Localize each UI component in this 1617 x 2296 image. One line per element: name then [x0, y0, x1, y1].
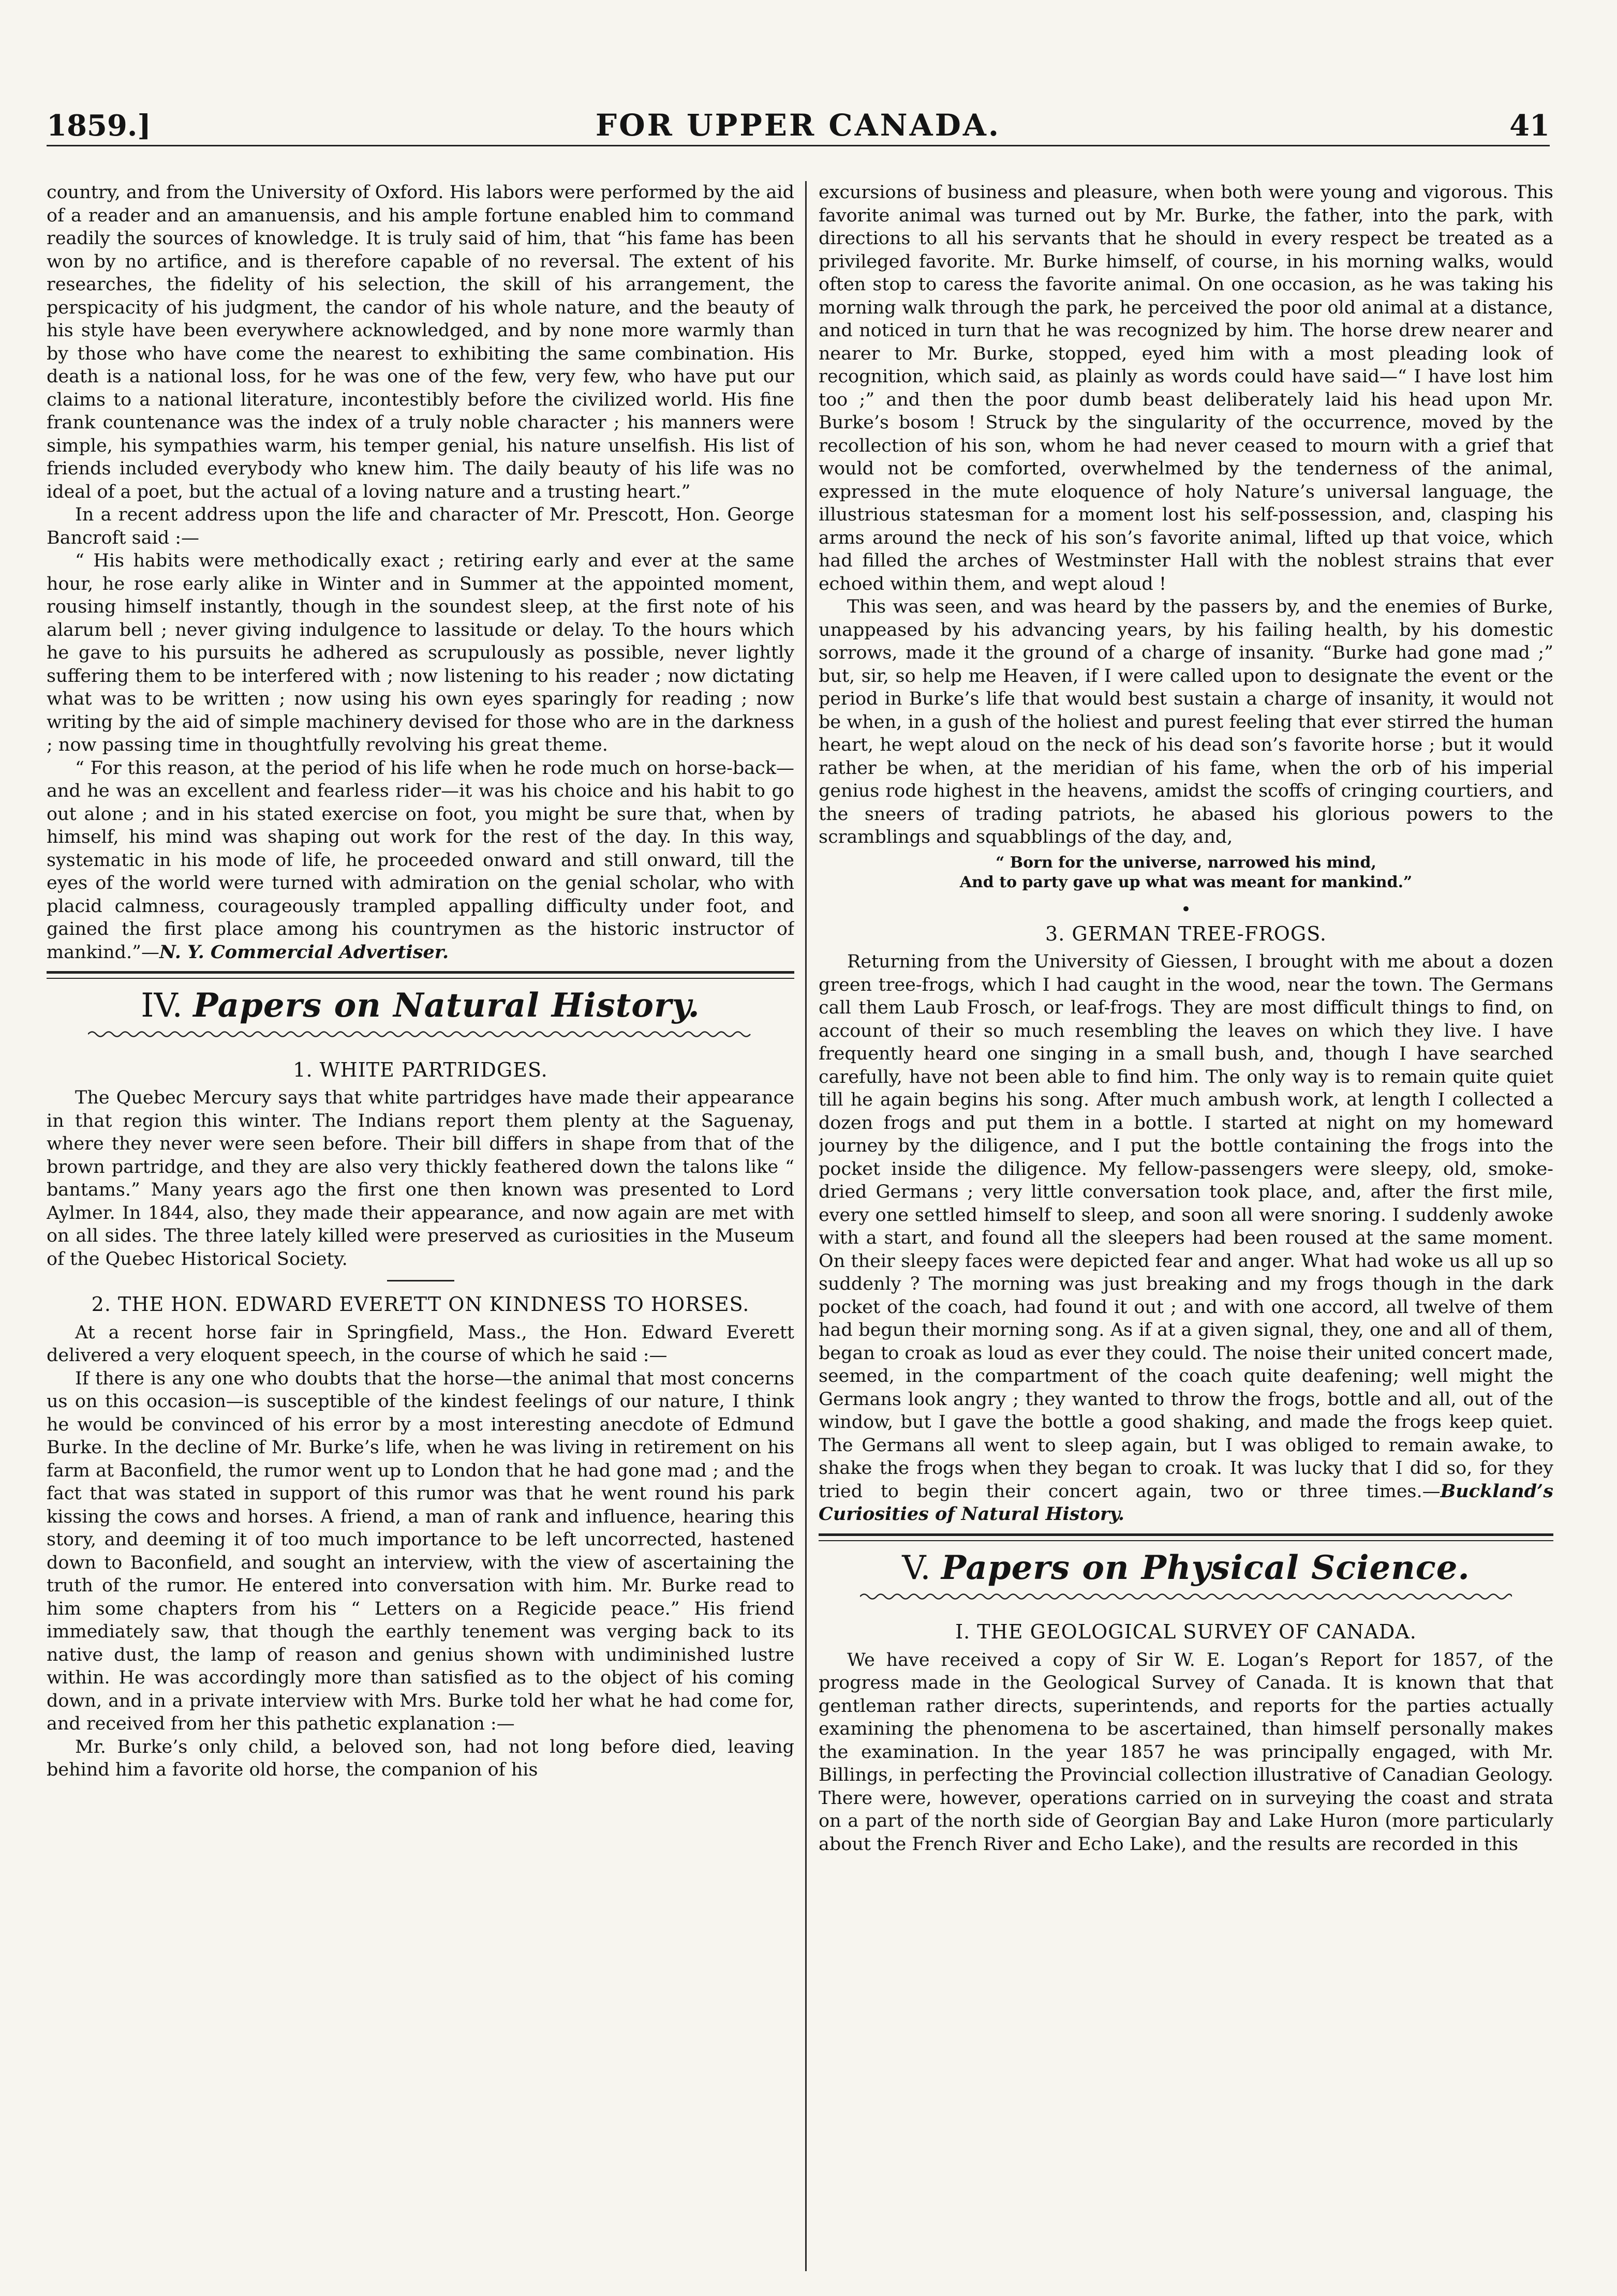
paragraph: If there is any one who doubts that the horse—the animal that most concerns us on this occasion—is susceptible of the kindest feelings of our nature, I think he would be convinced of his error by a most interesting anecdote of Edmund Burke. In the decline of Mr. Burke’s life, when he was living in retirement on his farm at Baconfield, the rumor went up to London that he had gone mad ; and the fact that was stated in support of this rumor was that he went round his park kissing the cows and horses. A friend, a man of rank and influence, hearing this story, and deeming it of too much importance to be left uncorrected, hastened down to Baconfield, and sought an interview, with the view of ascertaining the truth of the rumor. He entered into conversation with him. Mr. Burke read to him some chapters from his “ Letters on a Regicide peace.” His friend immediately saw, that though the earthly tenement was verging back to its native dust, the lamp of reason and genius shown with undiminished lustre within. He was accordingly more than satisfied as to the object of his coming down, and in a private interview with Mrs. Burke told her what he had come for, and received from her this pathetic explanation :— — [47, 1368, 794, 1734]
paragraph: The Quebec Mercury says that white partridges have made their appearance in that region this winter. The Indians report them plenty at the Saguenay, where they never were seen before. Their bill differs in shape from that of the brown partridge, and they are also very thickly feathered down the talons like “ bantams.” Many years ago the first one then known was presented to Lord Aylmer. In 1844, also, they made their appearance, and now again are met with on all sides. The three lately killed were preserved as curiosities in the Museum of the Quebec Historical Society. — [47, 1087, 794, 1270]
header-title: FOR UPPER CANADA. — [595, 108, 1001, 143]
paragraph: At a recent horse fair in Springfield, Mass., the Hon. Edward Everett delivered a very eloquent speech, in the course of which he said :— — [47, 1322, 794, 1366]
section-number: V. — [902, 1548, 931, 1587]
section-heading-v — [819, 1547, 1553, 1589]
paragraph: This was seen, and was heard by the passers by, and the enemies of Burke, unappeased by his advancing years, by his failing health, by his domestic sorrows, made it the ground of a charge of insanity. “Burke had gone mad ;” but, sir, so help me Heaven, if I were called upon to designate the event or the period in Burke’s life that would best sustain a charge of insanity, it would not be when, in a gush of the holiest and purest feeling that ever stirred the human heart, he wept aloud on the neck of his dead son’s favorite horse ; but it would rather be when, at the meridian of his fame, when the orb of his imperial genius rode highest in the heavens, amidst the scoffs of cringing courtiers, and the sneers of trading patriots, he abased his glorious powers to the scramblings and squabblings of the day, and, — [819, 597, 1553, 847]
section-rule — [47, 971, 794, 979]
section-title: Papers on Natural History. — [193, 986, 700, 1025]
verse-quote — [819, 853, 1553, 892]
wavy-rule — [860, 1591, 1512, 1602]
subsection-heading: 2. THE HON. EDWARD EVERETT ON KINDNESS TO HORSES. — [91, 1293, 750, 1316]
subsection-heading: I. THE GEOLOGICAL SURVEY OF CANADA. — [955, 1620, 1417, 1643]
quote-line: And to party gave up what was meant for mankind.” — [959, 873, 1413, 891]
left-column — [47, 181, 794, 2271]
body-text: Returning from the University of Giessen, I brought with me about a dozen green tree-frogs, which I had caught in the wood, near the town. The Germans call them Laub Frosch, or leaf-frogs. They are most difficult things to find, on account of their so much resembling the leaves on which they live. I have frequently heard one singing in a small bush, and, though I have searched carefully, have not been able to find him. The only way is to remain quite quiet till he again begins his song. After much ambush work, at length I collected a dozen frogs and put them in a bottle. I started at night on my homeward journey by the diligence, and I put the bottle containing the frogs into the pocket inside the diligence. My fellow-passengers were sleepy, old, smoke-dried Germans ; very little conversation took place, and, after the first mile, every one settled himself to sleep, and soon all were snoring. I suddenly awoke with a start, and found all the sleepers had been roused at the same moment. On their sleepy faces were depicted fear and anger. What had woke us all up so suddenly ? The morning was just breaking and my frogs though in the dark pocket of the coach, had found it out ; and with one accord, all twelve of them had begun their morning song. As if at a given signal, they, one and all of them, began to croak as loud as ever they could. The noise their united concert made, seemed, in the compartment of the coach quite deafening; well might the Germans look angry ; they wanted to throw the frogs, bottle and all, out of the window, but I gave the bottle a good shaking, and made the frogs keep quiet. The Germans all went to sleep again, but I was obliged to remain awake, to shake the frogs when they began to croak. It was lucky that I did so, for they tried to begin their concert again, two or three times.— — [819, 951, 1553, 1502]
paragraph — [819, 950, 1553, 1526]
paragraph: “ His habits were methodically exact ; retiring early and ever at the same hour, he rose early alike in Winter and in Summer at the appointed moment, rousing himself instantly, though in the soundest sleep, at the first note of his alarum bell ; never giving indulgence to lassitude or delay. To the hours which he gave to his pursuits he adhered as scrupulously as possible, never lightly suffering them to be interfered with ; now listening to his reader ; now dictating what was to be written ; now using his own eyes sparingly for reading ; now writing by the aid of simple machinery devised for those who are in the darkness ; now passing time in thoughtfully revolving his great theme. — [47, 550, 794, 755]
running-header — [47, 103, 1550, 146]
attribution: N. Y. Commercial Advertiser. — [159, 941, 449, 963]
section-number: IV. — [141, 987, 183, 1025]
separator-dot: • — [1180, 899, 1192, 920]
paragraph — [47, 757, 794, 964]
paragraph: Mr. Burke’s only child, a beloved son, had not long before died, leaving behind him a favorite old horse, the companion of his — [47, 1736, 794, 1780]
paragraph: excursions of business and pleasure, when both were young and vigorous. This favorite animal was turned out by Mr. Burke, the father, into the park, with directions to all his servants that he should in every respect be treated as a privileged favorite. Mr. Burke himself, of course, in his morning walks, would often stop to caress the favorite animal. On one occasion, as he was taking his morning walk through the park, he perceived the poor old animal at a distance, and noticed in turn that he was recognized by him. The horse drew nearer and nearer to Mr. Burke, stopped, eyed him with a most pleading look of recognition, which said, as plainly as words could have said—“ I have lost him too ;” and then the poor dumb beast deliberately laid his head upon Mr. Burke’s bosom ! Struck by the singularity of the occurrence, moved by the recollection of his son, whom he had never ceased to mourn with a grief that would not be comforted, overwhelmed by the tenderness of the animal, expressed in the mute eloquence of holy Nature’s universal language, the illustrious statesman for a moment lost his self-possession, and, clasping his arms around the neck of his son’s favorite animal, lifted up that voice, which had filled the arches of Westminster Hall with the noblest strains that ever echoed within them, and wept aloud ! — [819, 182, 1553, 594]
column-divider — [805, 181, 807, 2271]
right-column — [819, 181, 1553, 2271]
wavy-rule — [88, 1028, 753, 1040]
subsection-heading: 1. WHITE PARTRIDGES. — [293, 1058, 548, 1081]
section-rule — [819, 1533, 1553, 1541]
attribution: Buckland’s Curiosities of Natural History. — [819, 1480, 1553, 1525]
header-date: 1859.] — [47, 109, 151, 143]
section-title: Papers on Physical Science. — [941, 1548, 1470, 1587]
subsection-heading: 3. GERMAN TREE-FROGS. — [1045, 922, 1327, 945]
short-rule — [387, 1280, 454, 1281]
quote-line: “ Born for the universe, narrowed his mind, — [996, 853, 1376, 872]
page-number: 41 — [1509, 109, 1550, 143]
paragraph: country, and from the University of Oxford. His labors were performed by the aid of a reader and an amanuensis, and his ample fortune enabled him to command readily the sources of knowledge. It is truly said of him, that “his fame has been won by no artifice, and is therefore capable of no reversal. The extent of his researches, the fidelity of his selection, the skill of his arrangement, the perspicacity of his judgment, the candor of his whole nature, and the beauty of his style have been everywhere acknowledged, and by none more warmly than by those who have come the nearest to exhibiting the same combination. His death is a national loss, for he was one of the few, very few, who have put our claims to a national literature, incontestibly before the civilized world. His fine frank countenance was the index of a truly noble character ; his manners were simple, his sympathies warm, his temper genial, his nature unselfish. His list of friends included everybody who knew him. The daily beauty of his life was no ideal of a poet, but the actual of a loving nature and a trusting heart.” — [47, 182, 794, 502]
section-heading-iv — [47, 985, 794, 1026]
quoted-text: “ For this reason, at the period of his life when he rode much on horse-back—and he was an excellent and fearless rider—it was his choice and his habit to go out alone ; and in his stated exercise on foot, you might be sure that, when by himself, his mind was shaping out work for the rest of the day. In this way, systematic in his mode of life, he proceeded onward and still onward, till the eyes of the world were turned with admiration on the genial scholar, who with placid calmness, courageously trampled appalling difficulty under foot, and gained the first place among his countrymen as the historic instructor of mankind.”— — [47, 757, 794, 963]
paragraph: We have received a copy of Sir W. E. Logan’s Report for 1857, of the progress made in the Geological Survey of Canada. It is known that that gentleman rather directs, superintends, and reports for the parties actually examining the phenomena to be ascertained, than himself personally makes the examination. In the year 1857 he was principally engaged, with Mr. Billings, in perfecting the Provincial collection illustrative of Canadian Geology. There were, however, operations carried on in surveying the coast and strata on a part of the north side of Georgian Bay and Lake Huron (more particularly about the French River and Echo Lake), and the results are recorded in this — [819, 1649, 1553, 1855]
paragraph: In a recent address upon the life and character of Mr. Prescott, Hon. George Bancroft said :— — [47, 504, 794, 548]
